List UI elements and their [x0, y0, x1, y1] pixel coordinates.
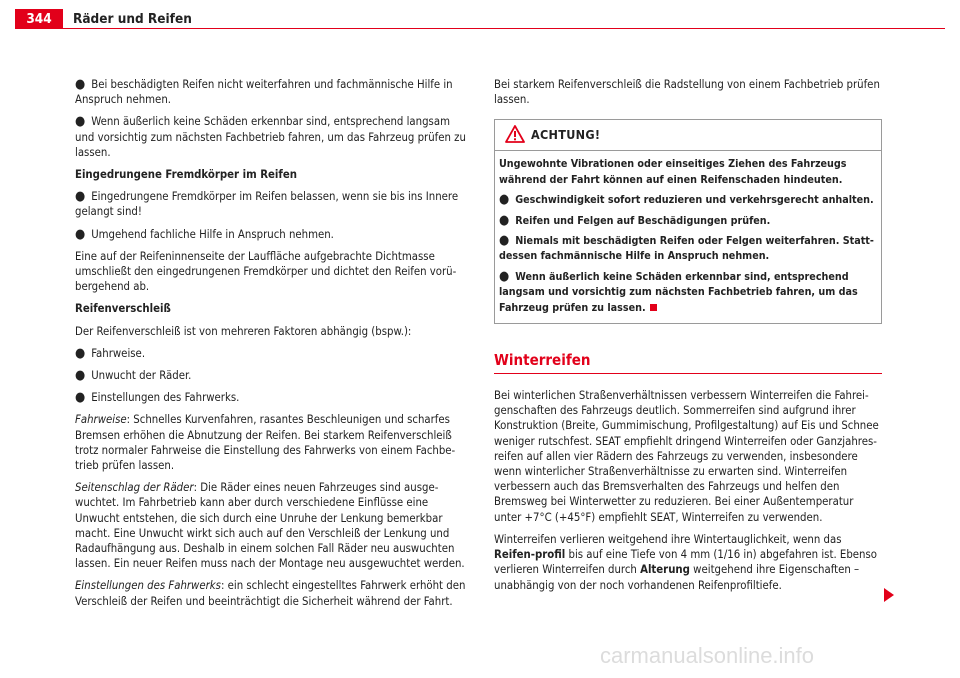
warning-lead: Ungewohnte Vibrationen oder einseitiges Ziehen des Fahrzeugs während der Fahrt können auf einen Reifenschaden hindeuten.: [499, 157, 847, 186]
list-item: ● Unwucht der Räder.: [75, 368, 192, 384]
right-column: [494, 77, 882, 600]
bullet-icon: ●: [499, 268, 510, 284]
warning-body: [495, 151, 881, 323]
bullet-icon: ●: [75, 114, 86, 130]
term-aging: Alterung: [640, 563, 690, 577]
bullet-icon: ●: [75, 77, 86, 92]
paragraph-winter-tread: Winterreifen verlieren weitgehend ihre Wintertauglichkeit, wenn das Reifen-profil bis auf eine Tiefe von 4 mm (1/16 in) abgefahren ist. Ebenso verlieren Winterreifen durch Alterung weitgehend ihre Eigenschaften – unabhängig von der noch vorhandenen Reifenprofiltiefe.: [494, 532, 877, 592]
paragraph-wheel-runout: Seitenschlag der Räder: Die Räder eines neuen Fahrzeuges sind ausge-wuchtet. Im Fahrbetrieb kann aber durch verschiedene Einflüsse eine Unwucht entstehen, die sich durch eine Unruhe der Lenkung bemerkbar macht. Eine Unwucht wirkt sich auch auf den Verschleiß der Lenkung und Radaufhängung aus. Deshalb in einem solchen Fall Räder neu auswuchten lassen. Ein neuer Reifen muss nach der Montage neu ausgewuchtet werden.: [75, 481, 465, 571]
paragraph-driving-style: Fahrweise: Schnelles Kurvenfahren, rasantes Beschleunigen und scharfes Bremsen erhöhen die Abnutzung der Reifen. Bei starkem Reifenverschleiß trotz normaler Fahrweise die Einstellung des Fahrwerks von einem Fachbe-trieb prüfen lassen.: [75, 413, 456, 473]
paragraph-winter-tires: Bei winterlichen Straßenverhältnissen verbessern Winterreifen die Fahrei-genschaften des Fahrzeugs deutlich. Sommerreifen sind aufgrund ihrer Konstruktion (Breite, Gummimischung, Profilgestaltung) auf Eis und Schnee weniger rutschfest. SEAT empfiehlt dringend Winterreifen oder Ganzjahres-reifen auf allen vier Rädern des Fahrzeugs zu verwenden, insbesondere wenn winterlicher Straßenverhältnisse zu erwarten sind. Winterreifen verbessern auch das Bremsverhalten des Fahrzeugs und helfen den Bremsweg bei Winterwetter zu reduzieren. Bei einer Außentemperatur unter +7°C (+45°F) empfiehlt SEAT, Winterreifen zu verwenden.: [494, 389, 879, 524]
bullet-icon: ●: [75, 226, 86, 242]
term-tread: Reifen-profil: [494, 548, 566, 562]
paragraph-suspension-settings: Einstellungen des Fahrwerks: ein schlecht eingestelltes Fahrwerk erhöht den Verschleiß der Reifen und beeinträchtigt die Sicherheit während der Fahrt.: [75, 579, 466, 608]
bullet-icon: ●: [499, 192, 510, 208]
warning-header: [495, 120, 881, 151]
list-item: ● Fahrweise.: [75, 345, 146, 361]
term-driving-style: Fahrweise: [75, 413, 127, 427]
warning-box: [494, 119, 882, 324]
bullet-icon: ●: [75, 368, 86, 384]
header-divider: [15, 28, 945, 29]
bullet-icon: ●: [499, 212, 510, 228]
subheading-foreign-objects: Eingedrungene Fremdkörper im Reifen: [75, 168, 297, 182]
warning-triangle-icon: [505, 125, 525, 147]
next-page-arrow-icon: [884, 588, 894, 606]
page-header: [0, 0, 960, 29]
list-item: ● Eingedrungene Fremdkörper im Reifen belassen, wenn sie bis ins Innere gelangt sind!: [75, 189, 459, 219]
bullet-icon: ●: [75, 345, 86, 361]
bullet-icon: ●: [75, 390, 86, 406]
paragraph-alignment: Bei starkem Reifenverschleiß die Radstellung von einem Fachbetrieb prüfen lassen.: [494, 78, 880, 107]
left-column: [75, 77, 467, 616]
list-item: ● Umgehend fachliche Hilfe in Anspruch nehmen.: [75, 226, 334, 242]
list-item: ● Wenn äußerlich keine Schäden erkennbar sind, entsprechend langsam und vorsichtig zum nächsten Fachbetrieb fahren, um das Fahrzeug prüfen zu lassen.: [499, 268, 858, 314]
bullet-icon: ●: [499, 233, 510, 249]
term-wheel-runout: Seitenschlag der Räder: [75, 481, 194, 495]
warning-title: ACHTUNG!: [531, 127, 601, 143]
list-item: ● Bei beschädigten Reifen nicht weiterfahren und fachmännische Hilfe in Anspruch nehmen.: [75, 77, 453, 107]
section-title-winter-tires: Winterreifen: [494, 350, 882, 374]
section-end-icon: [650, 304, 657, 311]
list-item: ● Wenn äußerlich keine Schäden erkennbar sind, entsprechend langsam und vorsichtig zum nächsten Fachbetrieb fahren, um das Fahrzeug prüfen zu lassen.: [75, 114, 466, 159]
list-item: ● Niemals mit beschädigten Reifen oder Felgen weiterfahren. Statt-dessen fachmännische Hilfe in Anspruch nehmen.: [499, 233, 874, 263]
bullet-icon: ●: [75, 189, 86, 205]
page-number: 344: [15, 9, 63, 29]
list-item: ● Reifen und Felgen auf Beschädigungen prüfen.: [499, 212, 771, 228]
list-item: ● Geschwindigkeit sofort reduzieren und verkehrsgerecht anhalten.: [499, 192, 874, 208]
watermark: carmanualsonline.info: [600, 643, 815, 668]
list-item: ● Einstellungen des Fahrwerks.: [75, 390, 240, 406]
paragraph-sealant: Eine auf der Reifeninnenseite der Lauffläche aufgebrachte Dichtmasse umschließt den eingedrungenen Fremdkörper und dichtet den Reifen vorü-bergehend ab.: [75, 249, 457, 294]
page-title: Räder und Reifen: [73, 11, 192, 27]
paragraph-wear-intro: Der Reifenverschleiß ist von mehreren Faktoren abhängig (bspw.):: [75, 324, 412, 338]
subheading-tire-wear: Reifenverschleiß: [75, 302, 171, 316]
term-suspension-settings: Einstellungen des Fahrwerks: [75, 579, 221, 593]
